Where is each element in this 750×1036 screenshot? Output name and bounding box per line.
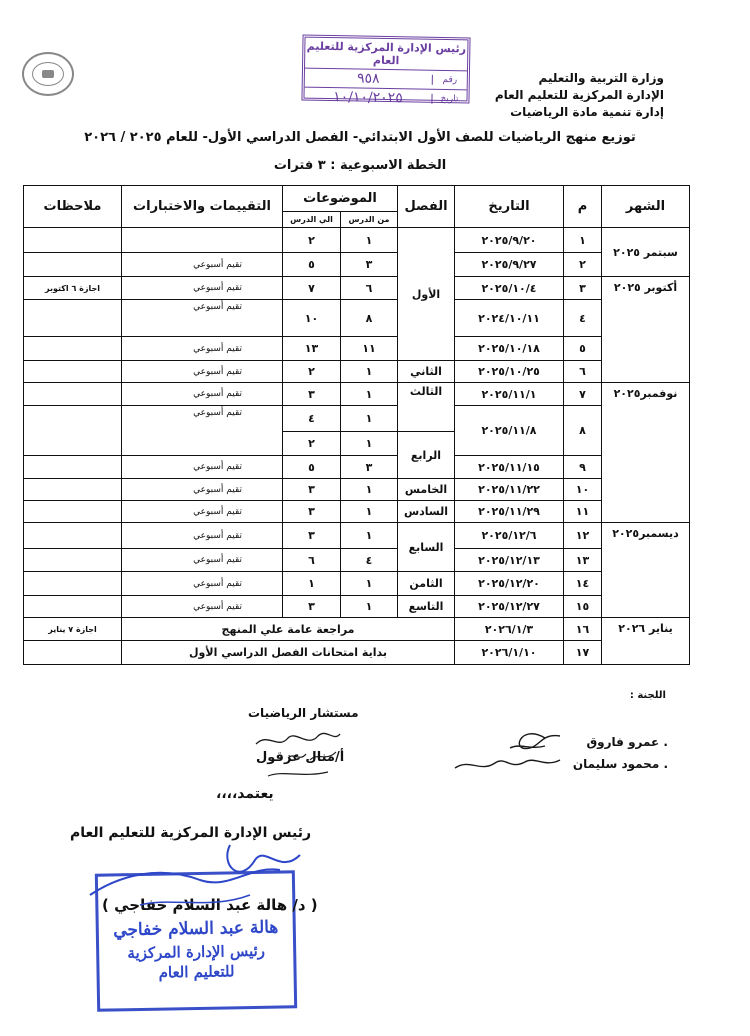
note-cell — [24, 361, 122, 383]
note-cell: اجازة ٦ اكتوبر — [24, 277, 122, 300]
note-cell — [24, 253, 122, 277]
assessment-cell: تقيم أسبوعي — [122, 572, 283, 596]
week-date: ٢٠٢٥/١٠/١٨ — [455, 337, 564, 361]
assessment-cell — [122, 228, 283, 253]
assessment-cell: تقيم أسبوعي — [122, 456, 283, 479]
week-date: ٢٠٢٥/١١/٢٩ — [455, 501, 564, 523]
to-lesson: ٣ — [283, 596, 341, 618]
note-cell — [24, 337, 122, 361]
from-lesson: ١١ — [341, 337, 398, 361]
header-notes: ملاحظات — [24, 186, 122, 228]
week-date: ٢٠٢٥/٩/٢٧ — [455, 253, 564, 277]
week-date: ٢٠٢٥/١١/٨ — [455, 406, 564, 456]
registry-stamp-title: رئيس الإدارة المركزية للتعليم العام — [305, 38, 468, 72]
assessment-cell: تقيم أسبوعي — [122, 383, 283, 406]
to-lesson: ٣ — [283, 479, 341, 501]
to-lesson: ٥ — [283, 456, 341, 479]
week-date: ٢٠٢٥/١١/٢٢ — [455, 479, 564, 501]
assessment-cell: تقيم أسبوعي — [122, 523, 283, 549]
header-month: الشهر — [602, 186, 690, 228]
head-signature-icon — [80, 835, 320, 925]
to-lesson: ٦ — [283, 549, 341, 572]
from-lesson: ١ — [341, 406, 398, 432]
month-cell: أكتوبر ٢٠٢٥ — [602, 277, 690, 383]
review-cell: مراجعة عامة علي المنهج — [122, 618, 455, 641]
week-date: ٢٠٢٥/١٠/٢٥ — [455, 361, 564, 383]
header-week: م — [564, 186, 602, 228]
committee-label: اللجنة : — [629, 690, 666, 701]
document-title: توزيع منهج الرياضيات للصف الأول الابتدائي- الفصل الدراسي الأول- للعام ٢٠٢٥ / ٢٠٢٦ — [84, 130, 636, 145]
advisor-name: أ/منال عزقول — [256, 750, 345, 765]
week-date: ٢٠٢٥/١١/١ — [455, 383, 564, 406]
assessment-cell: تقيم أسبوعي — [122, 361, 283, 383]
week-number: ١٠ — [564, 479, 602, 501]
to-lesson: ٢ — [283, 361, 341, 383]
committee-signature-icon — [450, 718, 570, 778]
header-unit: الفصل — [398, 186, 455, 228]
registry-stamp-label: تاريخ — [431, 94, 466, 105]
note-cell — [24, 549, 122, 572]
central-admin-name: الإدارة المركزية للتعليم العام — [494, 88, 664, 102]
week-number: ١٥ — [564, 596, 602, 618]
to-lesson: ٣ — [283, 523, 341, 549]
table-row — [24, 300, 690, 337]
week-number: ١١ — [564, 501, 602, 523]
to-lesson: ٧ — [283, 277, 341, 300]
committee-member: . عمرو فاروق — [586, 735, 668, 749]
assessment-cell: تقيم أسبوعي — [122, 596, 283, 618]
week-number: ٨ — [564, 406, 602, 456]
week-number: ٤ — [564, 300, 602, 337]
table-row — [24, 549, 690, 572]
week-date: ٢٠٢٤/١٠/١١ — [455, 300, 564, 337]
unit-cell: الأول — [398, 228, 455, 361]
table-row — [24, 228, 690, 253]
table-row — [24, 383, 690, 406]
assessment-cell: تقيم أسبوعي — [122, 337, 283, 361]
week-number: ٢ — [564, 253, 602, 277]
from-lesson: ١ — [341, 596, 398, 618]
registry-stamp — [301, 35, 470, 107]
note-cell — [24, 523, 122, 549]
document-subtitle: الخطة الاسبوعية : ٣ فترات — [273, 158, 447, 173]
to-lesson: ٢ — [283, 432, 341, 456]
week-date: ٢٠٢٥/١٠/٤ — [455, 277, 564, 300]
note-cell — [24, 572, 122, 596]
department-name: إدارة تنمية مادة الرياضيات — [510, 105, 664, 119]
header-to: الي الدرس — [283, 212, 341, 228]
exam-start-cell: بداية امتحانات الفصل الدراسي الأول — [122, 641, 455, 665]
from-lesson: ٤ — [341, 549, 398, 572]
assessment-cell: تقيم أسبوعي — [122, 277, 283, 300]
table-row — [24, 456, 690, 479]
table-row — [24, 523, 690, 549]
month-cell: ديسمبر٢٠٢٥ — [602, 523, 690, 618]
week-date: ٢٠٢٥/١٢/١٣ — [455, 549, 564, 572]
week-date: ٢٠٢٥/١١/١٥ — [455, 456, 564, 479]
note-cell — [24, 383, 122, 406]
approval-label: يعتمد،،،، — [216, 786, 274, 802]
table-row — [24, 253, 690, 277]
ministry-name: وزارة التربية والتعليم — [538, 71, 664, 85]
week-date: ٢٠٢٥/١٢/٦ — [455, 523, 564, 549]
table-row — [24, 618, 690, 641]
from-lesson: ١ — [341, 523, 398, 549]
note-cell: اجازة ٧ يناير — [24, 618, 122, 641]
from-lesson: ٨ — [341, 300, 398, 337]
week-number: ٥ — [564, 337, 602, 361]
from-lesson: ١ — [341, 228, 398, 253]
week-number: ٦ — [564, 361, 602, 383]
week-date: ٢٠٢٦/١/٣ — [455, 618, 564, 641]
assessment-cell: تقيم أسبوعي — [122, 479, 283, 501]
note-cell — [24, 479, 122, 501]
table-row — [24, 501, 690, 523]
unit-cell: الثالث — [398, 383, 455, 432]
note-cell — [24, 641, 122, 665]
head-name: ( د/ هالة عبد السلام خفاجي ) — [102, 896, 318, 914]
registry-stamp-number: ٩٥٨ — [356, 70, 380, 87]
header-assessments: التقييمات والاختبارات — [122, 186, 283, 228]
unit-cell: الرابع — [398, 432, 455, 479]
from-lesson: ٣ — [341, 456, 398, 479]
from-lesson: ٣ — [341, 253, 398, 277]
note-cell — [24, 300, 122, 337]
week-number: ١٣ — [564, 549, 602, 572]
week-date: ٢٠٢٥/١٢/٢٧ — [455, 596, 564, 618]
note-cell — [24, 596, 122, 618]
to-lesson: ١٠ — [283, 300, 341, 337]
week-number: ٧ — [564, 383, 602, 406]
week-number: ٩ — [564, 456, 602, 479]
to-lesson: ٢ — [283, 228, 341, 253]
month-cell: سبتمر ٢٠٢٥ — [602, 228, 690, 277]
note-cell — [24, 501, 122, 523]
unit-cell: الخامس — [398, 479, 455, 501]
table-row — [24, 479, 690, 501]
assessment-cell: تقيم أسبوعي — [122, 406, 283, 456]
head-title: رئيس الإدارة المركزية للتعليم العام — [70, 825, 312, 841]
to-lesson: ٤ — [283, 406, 341, 432]
month-cell: يناير ٢٠٢٦ — [602, 618, 690, 665]
unit-cell: السادس — [398, 501, 455, 523]
unit-cell: السابع — [398, 523, 455, 572]
assessment-cell: تقيم أسبوعي — [122, 300, 283, 337]
registry-stamp-label: رقم — [432, 75, 467, 86]
from-lesson: ٦ — [341, 277, 398, 300]
table-row — [24, 361, 690, 383]
header-date: التاريخ — [455, 186, 564, 228]
unit-cell: التاسع — [398, 596, 455, 618]
table-row — [24, 337, 690, 361]
to-lesson: ٥ — [283, 253, 341, 277]
to-lesson: ٣ — [283, 383, 341, 406]
week-number: ١ — [564, 228, 602, 253]
committee-member: . محمود سليمان — [572, 757, 668, 771]
registry-stamp-date: ١٠/١٠/٢٠٢٥ — [333, 89, 403, 107]
seal-dept: للتعليم العام — [158, 962, 235, 982]
ministry-emblem-icon — [22, 52, 74, 96]
to-lesson: ١٣ — [283, 337, 341, 361]
table-row — [24, 406, 690, 432]
table-row — [24, 641, 690, 665]
to-lesson: ١ — [283, 572, 341, 596]
from-lesson: ١ — [341, 479, 398, 501]
from-lesson: ١ — [341, 572, 398, 596]
seal-title: رئيس الإدارة المركزية — [127, 941, 266, 963]
week-number: ١٤ — [564, 572, 602, 596]
week-number: ٣ — [564, 277, 602, 300]
seal-name: هالة عبد السلام خفاجي — [113, 917, 279, 941]
assessment-cell: تقيم أسبوعي — [122, 549, 283, 572]
table-row — [24, 596, 690, 618]
unit-cell: الثامن — [398, 572, 455, 596]
header-from: من الدرس — [341, 212, 398, 228]
letterhead — [495, 70, 664, 121]
assessment-cell: تقيم أسبوعي — [122, 253, 283, 277]
from-lesson: ١ — [341, 432, 398, 456]
note-cell — [24, 228, 122, 253]
from-lesson: ١ — [341, 361, 398, 383]
table-row — [24, 277, 690, 300]
month-cell: نوفمبر٢٠٢٥ — [602, 383, 690, 523]
week-number: ١٦ — [564, 618, 602, 641]
from-lesson: ١ — [341, 383, 398, 406]
week-date: ٢٠٢٦/١/١٠ — [455, 641, 564, 665]
curriculum-table — [23, 185, 690, 665]
table-row — [24, 572, 690, 596]
note-cell — [24, 456, 122, 479]
note-cell — [24, 406, 122, 456]
advisor-title: مستشار الرياضيات — [248, 706, 359, 720]
week-number: ١٢ — [564, 523, 602, 549]
assessment-cell: تقيم أسبوعي — [122, 501, 283, 523]
registry-stamp-row — [304, 88, 466, 109]
unit-cell: الثاني — [398, 361, 455, 383]
week-date: ٢٠٢٥/٩/٢٠ — [455, 228, 564, 253]
from-lesson: ١ — [341, 501, 398, 523]
week-number: ١٧ — [564, 641, 602, 665]
header-topics: الموضوعات — [283, 186, 398, 212]
to-lesson: ٣ — [283, 501, 341, 523]
week-date: ٢٠٢٥/١٢/٢٠ — [455, 572, 564, 596]
